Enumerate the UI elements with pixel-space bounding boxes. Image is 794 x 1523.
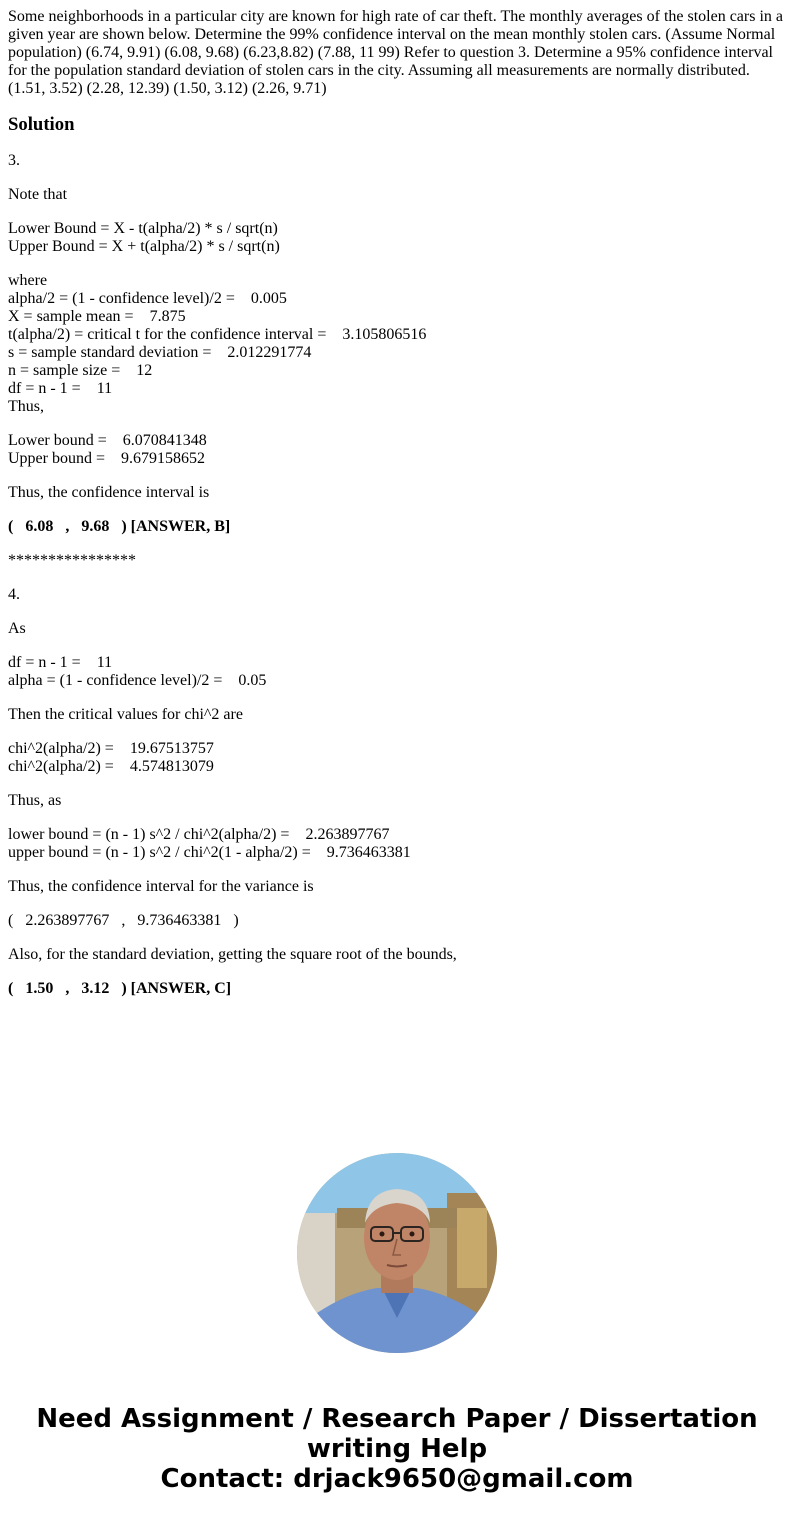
- where-label: where: [8, 272, 48, 289]
- part4-answer: ( 1.50 , 3.12 ) [ANSWER, C]: [8, 980, 232, 997]
- part4-params: [8, 654, 786, 690]
- lower-bound-formula: Lower Bound = X - t(alpha/2) * s / sqrt(n): [8, 220, 278, 237]
- alpha-line: alpha/2 = (1 - confidence level)/2 = 0.005: [8, 290, 287, 307]
- df-line: df = n - 1 = 11: [8, 654, 113, 671]
- part4-number: 4.: [8, 586, 20, 603]
- t-critical-line: t(alpha/2) = critical t for the confidence interval = 3.105806516: [8, 326, 427, 343]
- df-line: df = n - 1 = 11: [8, 380, 113, 397]
- chi-square-lower: chi^2(alpha/2) = 4.574813079: [8, 758, 214, 775]
- part3-number: 3.: [8, 152, 20, 169]
- part4-bounds: [8, 826, 786, 862]
- thus-line: Thus,: [8, 398, 44, 415]
- variance-lower-bound: lower bound = (n - 1) s^2 / chi^2(alpha/2) = 2.263897767: [8, 826, 390, 843]
- part4-chi-values: [8, 740, 786, 776]
- separator: ****************: [8, 552, 136, 569]
- part3-definitions: [8, 272, 786, 416]
- chi-square-upper: chi^2(alpha/2) = 19.67513757: [8, 740, 214, 757]
- question-text: Some neighborhoods in a particular city are known for high rate of car theft. The monthly averages of the stolen cars in a given year are shown below. Determine the 99% confidence interval on the mean monthly stolen cars. (Assume Normal population) (6.74, 9.91) (6.08, 9.68) (6.23,8.82) (7.88, 11 99) Refer to question 3. Determine a 95% confidence interval for the population standard deviation of stolen cars in the city. Assuming all measurements are normally distributed. (1.51, 3.52) (2.28, 12.39) (1.50, 3.12) (2.26, 9.71): [8, 8, 784, 97]
- part4-crit-text: Then the critical values for chi^2 are: [8, 706, 243, 723]
- part3-ci-text: Thus, the confidence interval is: [8, 484, 210, 501]
- part4-sd-text: Also, for the standard deviation, getting the square root of the bounds,: [8, 946, 457, 963]
- assignment-help-ad: [0, 1404, 794, 1494]
- author-photo: [297, 1153, 497, 1353]
- part3-bounds: [8, 432, 786, 468]
- sample-size-line: n = sample size = 12: [8, 362, 153, 379]
- part3-formulas: [8, 220, 786, 256]
- solution-heading: Solution: [8, 114, 75, 135]
- variance-upper-bound: upper bound = (n - 1) s^2 / chi^2(1 - alpha/2) = 9.736463381: [8, 844, 411, 861]
- ad-line-2: writing Help: [306, 1434, 488, 1464]
- part4-var-text: Thus, the confidence interval for the variance is: [8, 878, 314, 895]
- variance-interval: ( 2.263897767 , 9.736463381 ): [8, 912, 239, 929]
- upper-bound-value: Upper bound = 9.679158652: [8, 450, 206, 467]
- ad-line-1: Need Assignment / Research Paper / Dissertation: [36, 1404, 758, 1434]
- std-dev-line: s = sample standard deviation = 2.012291774: [8, 344, 312, 361]
- part3-note: Note that: [8, 186, 68, 203]
- alpha-line: alpha = (1 - confidence level)/2 = 0.05: [8, 672, 267, 689]
- part4-as: As: [8, 620, 26, 637]
- part3-answer: ( 6.08 , 9.68 ) [ANSWER, B]: [8, 518, 231, 535]
- lower-bound-value: Lower bound = 6.070841348: [8, 432, 207, 449]
- upper-bound-formula: Upper Bound = X + t(alpha/2) * s / sqrt(n): [8, 238, 280, 255]
- part4-thus-as: Thus, as: [8, 792, 62, 809]
- mean-line: X = sample mean = 7.875: [8, 308, 186, 325]
- ad-contact-line: Contact: drjack9650@gmail.com: [160, 1464, 634, 1494]
